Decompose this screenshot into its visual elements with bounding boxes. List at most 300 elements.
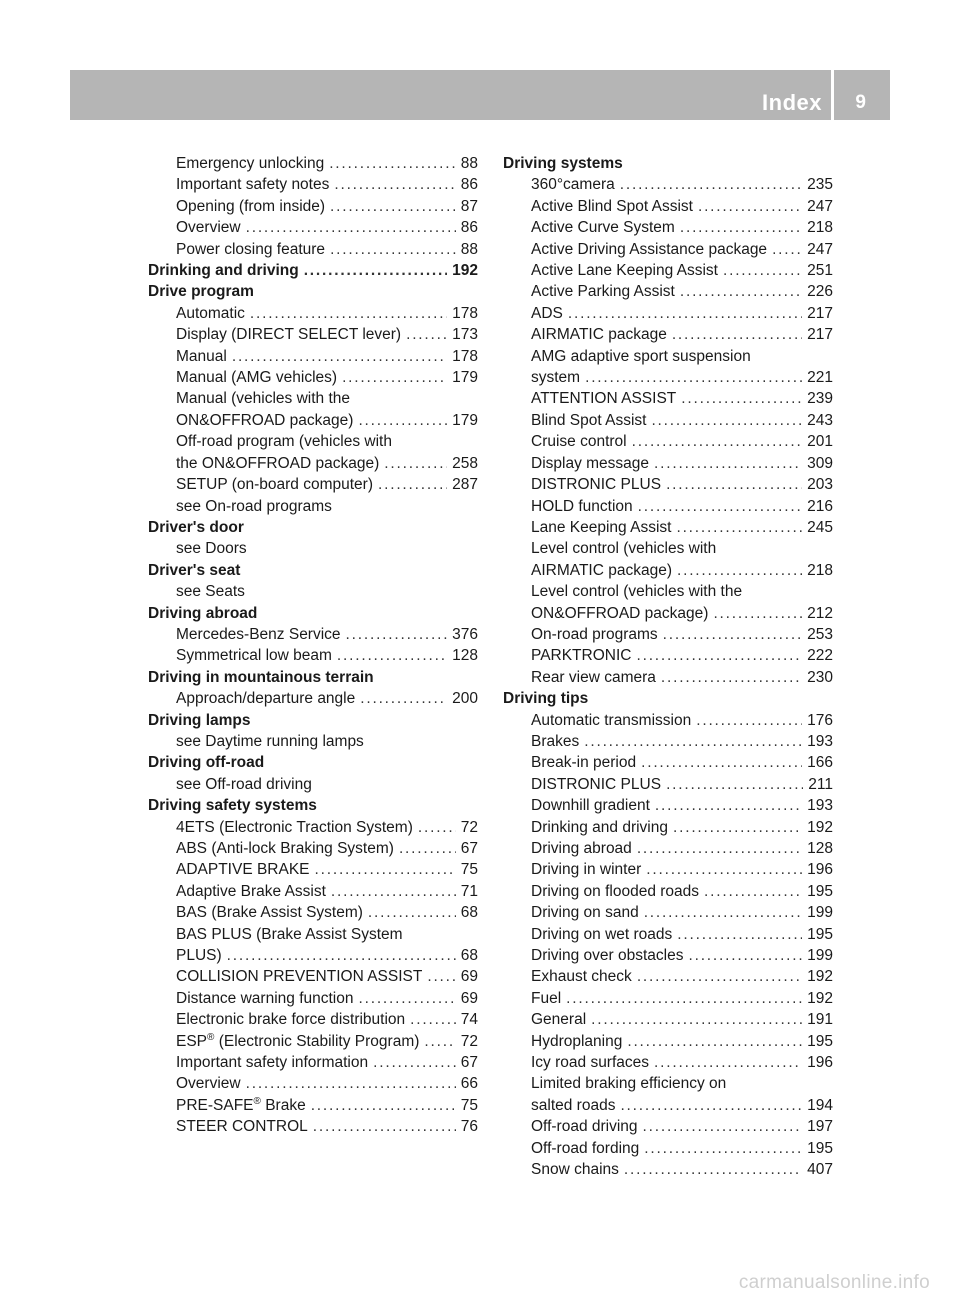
entry-text: Driving tips <box>503 690 589 708</box>
entry-text: Power closing feature <box>176 240 326 258</box>
index-entry <box>148 1031 478 1052</box>
page-ref: 407 <box>807 1161 833 1179</box>
entry-text: Important safety notes <box>176 176 330 194</box>
page-ref: 287 <box>452 476 478 494</box>
page-ref: 88 <box>460 155 478 172</box>
index-entry <box>148 774 478 795</box>
page-ref: 211 <box>808 775 833 793</box>
header-bar <box>70 70 890 120</box>
dot-leader <box>627 1031 802 1052</box>
index-entry <box>503 196 833 217</box>
dot-leader <box>227 945 456 966</box>
dot-leader <box>696 710 802 731</box>
index-entry <box>503 281 833 302</box>
index-heading <box>148 667 478 688</box>
index-entry <box>148 1095 478 1116</box>
entry-text: Driver's seat <box>148 561 241 579</box>
entry-text: Overview <box>176 1075 241 1093</box>
page-ref: 128 <box>807 840 833 857</box>
page-ref: 192 <box>452 262 478 280</box>
page-ref: 69 <box>460 989 478 1007</box>
dot-leader <box>342 367 447 388</box>
dot-leader <box>651 410 802 431</box>
index-entry <box>503 303 833 324</box>
index-entry <box>503 710 833 731</box>
page-ref: 67 <box>460 840 478 857</box>
entry-text: AMG adaptive sport suspension <box>531 347 751 365</box>
page-ref: 71 <box>460 882 478 900</box>
dot-leader <box>334 174 455 195</box>
index-entry <box>148 924 478 945</box>
entry-text: HOLD function <box>531 497 633 515</box>
page-ref: 309 <box>807 454 833 472</box>
entry-text: Lane Keeping Assist <box>531 518 672 536</box>
entry-text <box>176 1031 419 1052</box>
entry-text: COLLISION PREVENTION ASSIST <box>176 968 423 986</box>
entry-text: STEER CONTROL <box>176 1118 308 1136</box>
entry-text: Automatic <box>176 304 245 322</box>
index-entry <box>503 538 833 559</box>
page-ref: 86 <box>460 219 478 237</box>
dot-leader <box>359 988 456 1009</box>
index-entry <box>503 453 833 474</box>
page-ref: 166 <box>807 754 833 772</box>
entry-text: Fuel <box>531 989 562 1007</box>
entry-text: salted roads <box>531 1096 616 1114</box>
page-ref: 217 <box>807 326 833 344</box>
index-column-left <box>148 153 478 1138</box>
index-entry <box>503 1159 833 1180</box>
entry-text: Driving over obstacles <box>531 947 684 965</box>
page-ref: 235 <box>807 176 833 194</box>
page-ref: 75 <box>460 861 478 879</box>
dot-leader <box>666 774 803 795</box>
entry-text: Level control (vehicles with <box>531 540 717 558</box>
entry-text: Active Parking Assist <box>531 283 675 301</box>
index-entry <box>503 581 833 602</box>
index-entry <box>148 966 478 987</box>
index-entry <box>503 731 833 752</box>
entry-text: Driving on flooded roads <box>531 882 700 900</box>
index-entry <box>148 431 478 452</box>
index-entry <box>148 1116 478 1137</box>
dot-leader <box>313 1116 456 1137</box>
entry-text: Driver's door <box>148 518 244 536</box>
index-heading <box>148 517 478 538</box>
entry-text: Drive program <box>148 283 254 301</box>
dot-leader <box>232 346 447 367</box>
dot-leader <box>378 474 447 495</box>
page-ref: 68 <box>460 904 478 922</box>
entry-text: Exhaust check <box>531 968 632 986</box>
index-entry <box>148 303 478 324</box>
dot-leader <box>624 1159 802 1180</box>
dot-leader <box>330 239 456 260</box>
entry-text: Display (DIRECT SELECT lever) <box>176 326 402 344</box>
index-entry <box>148 496 478 517</box>
page-ref: 200 <box>452 690 478 708</box>
dot-leader <box>638 496 802 517</box>
index-entry <box>503 966 833 987</box>
entry-text: ADAPTIVE BRAKE <box>176 861 310 879</box>
dot-leader <box>723 260 802 281</box>
page-ref: 199 <box>807 947 833 965</box>
page-ref: 178 <box>452 347 478 365</box>
dot-leader <box>399 838 456 859</box>
page-ref: 192 <box>807 968 833 986</box>
entry-text: Drinking and driving <box>148 262 299 280</box>
page-ref: 193 <box>807 732 833 750</box>
page-ref: 226 <box>807 283 833 301</box>
dot-leader <box>304 260 447 281</box>
index-entry <box>503 474 833 495</box>
dot-leader <box>644 1138 802 1159</box>
page-number: 9 <box>855 92 866 113</box>
dot-leader <box>641 752 802 773</box>
entry-text: Driving lamps <box>148 711 251 729</box>
dot-leader <box>337 645 447 666</box>
index-entry <box>503 1095 833 1116</box>
dot-leader <box>632 431 803 452</box>
entry-text: Brakes <box>531 732 580 750</box>
dot-leader <box>643 1116 803 1137</box>
page-ref: 128 <box>452 647 478 665</box>
index-entry <box>503 517 833 538</box>
entry-text: see Doors <box>176 540 247 558</box>
page-ref: 68 <box>460 947 478 965</box>
entry-text: ATTENTION ASSIST <box>531 390 677 408</box>
index-heading <box>148 260 478 281</box>
entry-text: PARKTRONIC <box>531 647 632 665</box>
page-ref: 221 <box>807 369 833 387</box>
entry-text: Driving on wet roads <box>531 925 673 943</box>
entry-text: system <box>531 369 581 387</box>
dot-leader <box>654 1052 802 1073</box>
entry-text: ADS <box>531 304 563 322</box>
index-entry <box>503 324 833 345</box>
dot-leader <box>427 966 455 987</box>
dot-leader <box>331 881 456 902</box>
index-entry <box>503 988 833 1009</box>
entry-text: Off-road driving <box>531 1118 638 1136</box>
index-entry <box>148 859 478 880</box>
index-entry <box>148 239 478 260</box>
dot-leader <box>246 1073 456 1094</box>
page-ref: 196 <box>807 861 833 879</box>
dot-leader <box>585 367 802 388</box>
index-entry <box>503 346 833 367</box>
page-ref: 203 <box>807 476 833 494</box>
entry-text: Break-in period <box>531 754 637 772</box>
page-ref: 88 <box>460 240 478 258</box>
index-heading <box>503 688 833 709</box>
index-entry <box>148 196 478 217</box>
index-entry <box>148 902 478 923</box>
entry-text: Display message <box>531 454 650 472</box>
entry-text: Off-road fording <box>531 1139 640 1157</box>
entry-text: Distance warning function <box>176 989 354 1007</box>
page-ref: 245 <box>807 518 833 536</box>
entry-text: Important safety information <box>176 1054 369 1072</box>
index-entry <box>503 859 833 880</box>
index-entry <box>503 752 833 773</box>
dot-leader <box>772 239 802 260</box>
dot-leader <box>358 410 447 431</box>
entry-text-rest: Brake <box>260 1096 306 1114</box>
page-ref: 196 <box>807 1054 833 1072</box>
entry-text-rest: (Electronic Stability Program) <box>214 1032 420 1050</box>
index-entry <box>503 1116 833 1137</box>
index-entry <box>503 838 833 859</box>
index-entry <box>503 260 833 281</box>
page-ref: 216 <box>807 497 833 515</box>
dot-leader <box>566 988 802 1009</box>
page-ref: 173 <box>452 326 478 344</box>
index-entry <box>503 388 833 409</box>
dot-leader <box>680 217 802 238</box>
entry-text: Symmetrical low beam <box>176 647 332 665</box>
page-ref: 195 <box>807 925 833 943</box>
index-entry <box>503 902 833 923</box>
dot-leader <box>636 645 802 666</box>
entry-text: the ON&OFFROAD package) <box>176 454 380 472</box>
dot-leader <box>360 688 447 709</box>
entry-text: BAS PLUS (Brake Assist System <box>176 925 403 943</box>
index-entry <box>148 988 478 1009</box>
entry-text: DISTRONIC PLUS <box>531 476 662 494</box>
index-entry <box>148 324 478 345</box>
entry-text: Driving abroad <box>148 604 258 622</box>
index-heading <box>148 710 478 731</box>
page-ref: 218 <box>807 219 833 237</box>
dot-leader <box>681 388 802 409</box>
entry-text: Driving off-road <box>148 754 265 772</box>
entry-text: AIRMATIC package) <box>531 561 672 579</box>
index-entry <box>148 817 478 838</box>
entry-text: Driving abroad <box>531 840 632 857</box>
entry-text: Limited braking efficiency on <box>531 1075 727 1093</box>
index-entry <box>503 1009 833 1030</box>
dot-leader <box>584 731 802 752</box>
index-entry <box>148 838 478 859</box>
page-ref: 243 <box>807 411 833 429</box>
index-entry <box>503 174 833 195</box>
index-heading <box>148 795 478 816</box>
dot-leader <box>368 902 456 923</box>
dot-leader <box>661 667 802 688</box>
dot-leader <box>644 902 802 923</box>
entry-text: Manual (AMG vehicles) <box>176 369 338 387</box>
index-entry <box>503 560 833 581</box>
page-ref: 74 <box>460 1011 478 1029</box>
page-ref: 199 <box>807 904 833 922</box>
page-ref: 258 <box>452 454 478 472</box>
entry-text: On-road programs <box>531 625 658 643</box>
index-entry <box>503 431 833 452</box>
entry-text: Manual <box>176 347 227 365</box>
dot-leader <box>384 453 447 474</box>
entry-text: Opening (from inside) <box>176 197 326 215</box>
index-entry <box>503 645 833 666</box>
entry-text: Emergency unlocking <box>176 155 325 172</box>
index-entry <box>148 881 478 902</box>
entry-text: Driving on sand <box>531 904 639 922</box>
entry-text: Rear view camera <box>531 668 656 686</box>
page-ref: 195 <box>807 1139 833 1157</box>
page-ref: 192 <box>807 818 833 836</box>
index-entry <box>503 603 833 624</box>
page-ref: 86 <box>460 176 478 194</box>
page-ref: 376 <box>452 625 478 643</box>
page-ref: 67 <box>460 1054 478 1072</box>
page-ref: 176 <box>807 711 833 729</box>
page-ref: 66 <box>460 1075 478 1093</box>
index-entry <box>148 367 478 388</box>
page-ref: 247 <box>807 240 833 258</box>
entry-text <box>176 1095 306 1116</box>
dot-leader <box>698 196 802 217</box>
index-entry <box>148 688 478 709</box>
entry-text: see Seats <box>176 583 245 601</box>
entry-text: Blind Spot Assist <box>531 411 647 429</box>
dot-leader <box>677 560 802 581</box>
index-entry <box>503 945 833 966</box>
page-ref: 201 <box>807 433 833 451</box>
entry-text-main: PRE-SAFE <box>176 1096 254 1114</box>
entry-text: Active Blind Spot Assist <box>531 197 693 215</box>
page-ref: 179 <box>452 369 478 387</box>
entry-text: Driving systems <box>503 155 623 172</box>
page-ref: 212 <box>807 604 833 622</box>
index-entry <box>148 174 478 195</box>
dot-leader <box>680 281 802 302</box>
entry-text: Level control (vehicles with the <box>531 583 743 601</box>
index-entry <box>503 239 833 260</box>
section-title: Index <box>762 90 822 115</box>
dot-leader <box>330 196 456 217</box>
index-entry <box>148 731 478 752</box>
header-divider <box>831 70 834 120</box>
page-ref: 217 <box>807 304 833 322</box>
page-ref: 69 <box>460 968 478 986</box>
page-ref: 191 <box>807 1011 833 1029</box>
entry-text: SETUP (on-board computer) <box>176 476 373 494</box>
dot-leader <box>654 453 802 474</box>
index-entry <box>148 410 478 431</box>
page-ref: 192 <box>807 989 833 1007</box>
entry-text: Approach/departure angle <box>176 690 356 708</box>
dot-leader <box>311 1095 456 1116</box>
page-ref: 247 <box>807 197 833 215</box>
index-entry <box>148 153 478 174</box>
dot-leader <box>620 1095 802 1116</box>
index-column-right <box>503 153 833 1181</box>
index-entry <box>503 774 833 795</box>
dot-leader <box>677 924 802 945</box>
dot-leader <box>666 474 802 495</box>
dot-leader <box>406 324 447 345</box>
entry-text: ON&OFFROAD package) <box>531 604 709 622</box>
entry-text: PLUS) <box>176 947 222 965</box>
watermark: carmanualsonline.info <box>738 1272 930 1293</box>
dot-leader <box>568 303 802 324</box>
entry-text: DISTRONIC PLUS <box>531 775 662 793</box>
entry-text: Active Lane Keeping Assist <box>531 262 718 280</box>
page-ref: 239 <box>807 390 833 408</box>
index-entry <box>148 581 478 602</box>
page-ref: 178 <box>452 304 478 322</box>
index-entry <box>148 645 478 666</box>
index-heading <box>503 153 833 174</box>
index-entry <box>148 453 478 474</box>
dot-leader <box>655 795 802 816</box>
entry-text: Automatic transmission <box>531 711 692 729</box>
entry-text: Drinking and driving <box>531 818 668 836</box>
dot-leader <box>673 817 802 838</box>
dot-leader <box>591 1009 802 1030</box>
index-entry <box>148 474 478 495</box>
page-ref: 194 <box>807 1096 833 1114</box>
dot-leader <box>346 624 448 645</box>
index-heading <box>148 752 478 773</box>
dot-leader <box>315 859 456 880</box>
entry-text: Manual (vehicles with the <box>176 390 351 408</box>
entry-text: ON&OFFROAD package) <box>176 411 354 429</box>
index-entry <box>503 795 833 816</box>
page-ref: 218 <box>807 561 833 579</box>
entry-text: Active Driving Assistance package <box>531 240 768 258</box>
entry-text: Cruise control <box>531 433 627 451</box>
dot-leader <box>713 603 802 624</box>
dot-leader <box>704 881 802 902</box>
page-ref: 179 <box>452 411 478 429</box>
page-ref: 230 <box>807 668 833 686</box>
index-entry <box>503 924 833 945</box>
page-ref: 193 <box>807 797 833 815</box>
dot-leader <box>637 838 802 859</box>
entry-text: Off-road program (vehicles with <box>176 433 392 451</box>
dot-leader <box>410 1009 456 1030</box>
dot-leader <box>663 624 802 645</box>
index-entry <box>503 1073 833 1094</box>
index-entry <box>148 346 478 367</box>
page-ref: 253 <box>807 625 833 643</box>
dot-leader <box>373 1052 456 1073</box>
index-entry <box>148 945 478 966</box>
entry-text: Driving in winter <box>531 861 642 879</box>
index-entry <box>503 817 833 838</box>
index-entry <box>148 1009 478 1030</box>
dot-leader <box>620 174 802 195</box>
index-entry <box>148 1052 478 1073</box>
index-entry <box>503 667 833 688</box>
registered-mark: ® <box>253 1095 261 1107</box>
entry-text: General <box>531 1011 587 1029</box>
dot-leader <box>246 217 456 238</box>
index-heading <box>148 560 478 581</box>
page-ref: 197 <box>807 1118 833 1136</box>
index-entry <box>503 367 833 388</box>
index-entry <box>503 881 833 902</box>
page-ref: 251 <box>807 262 833 280</box>
index-heading <box>148 603 478 624</box>
entry-text: see Daytime running lamps <box>176 732 364 750</box>
entry-text: see On-road programs <box>176 497 332 515</box>
entry-text: Snow chains <box>531 1161 619 1179</box>
entry-text: AIRMATIC package <box>531 326 667 344</box>
entry-text: ABS (Anti-lock Braking System) <box>176 840 394 857</box>
dot-leader <box>637 966 802 987</box>
